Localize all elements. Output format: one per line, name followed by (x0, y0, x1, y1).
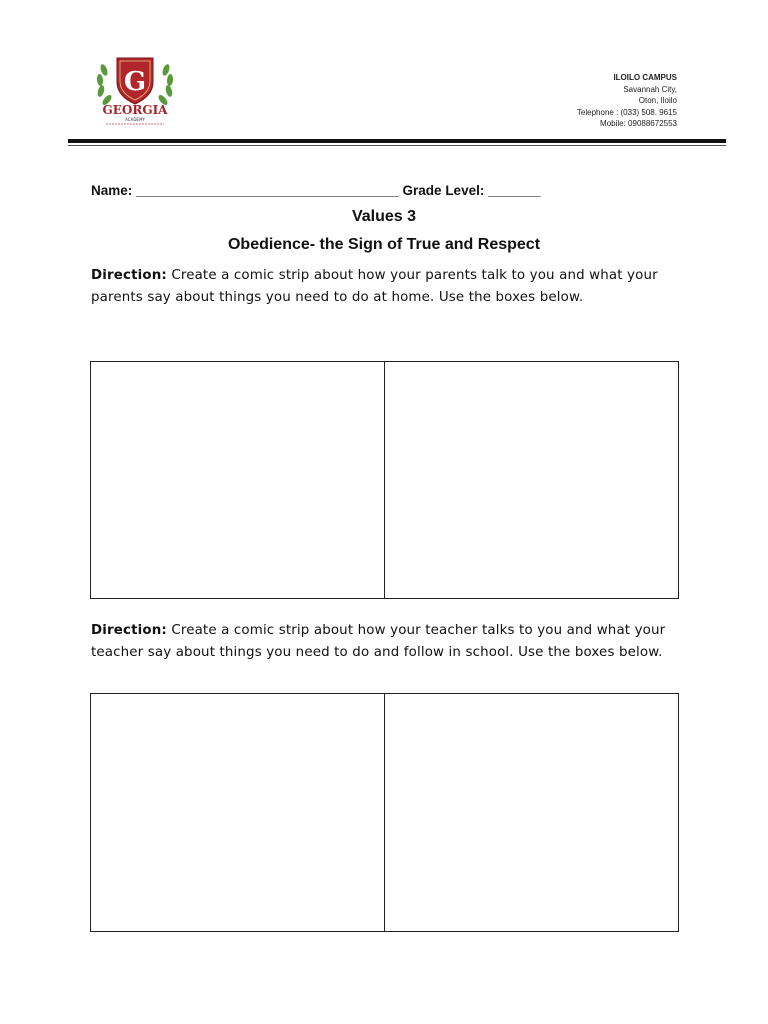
svg-text:G: G (123, 67, 147, 97)
campus-address-line-1: Savannah City, (623, 84, 677, 94)
georgia-academy-crest-icon (92, 54, 178, 126)
campus-address-line-2: Oton, Iloilo (638, 96, 677, 105)
direction-label: Direction: (91, 623, 167, 638)
svg-text:ACADEMY: ACADEMY (125, 117, 145, 122)
direction-text: Create a comic strip about how your parents talk to you and what your parents say about things you need to do at home. Use the boxes below. (91, 268, 658, 305)
comic-panel-parents-1 (90, 361, 385, 599)
direction-teacher (91, 620, 691, 663)
name-grade-field-line: Name: ___________________________________ Grade Level: _______ (91, 183, 541, 198)
campus-title: ILOILO CAMPUS (613, 73, 677, 82)
direction-text: Create a comic strip about how your teacher talks to you and what your teacher say about things you need to do and follow in school. Use the boxes below. (91, 623, 666, 660)
topic-title: Obedience- the Sign of True and Respect (227, 236, 541, 253)
comic-panel-teacher-2 (384, 693, 679, 932)
direction-label: Direction: (91, 268, 167, 283)
header-divider (68, 139, 726, 143)
comic-panel-parents-2 (384, 361, 679, 599)
comic-panel-teacher-1 (90, 693, 385, 932)
campus-telephone: Telephone : (033) 508. 9615 (576, 107, 677, 117)
svg-text:GEORGIA: GEORGIA (102, 103, 168, 117)
direction-parents (91, 265, 691, 308)
campus-address-block (577, 72, 677, 130)
header-divider-thin (68, 145, 726, 146)
subject-title: Values 3 (351, 208, 417, 225)
campus-mobile: Mobile: 09088672553 (600, 119, 677, 128)
